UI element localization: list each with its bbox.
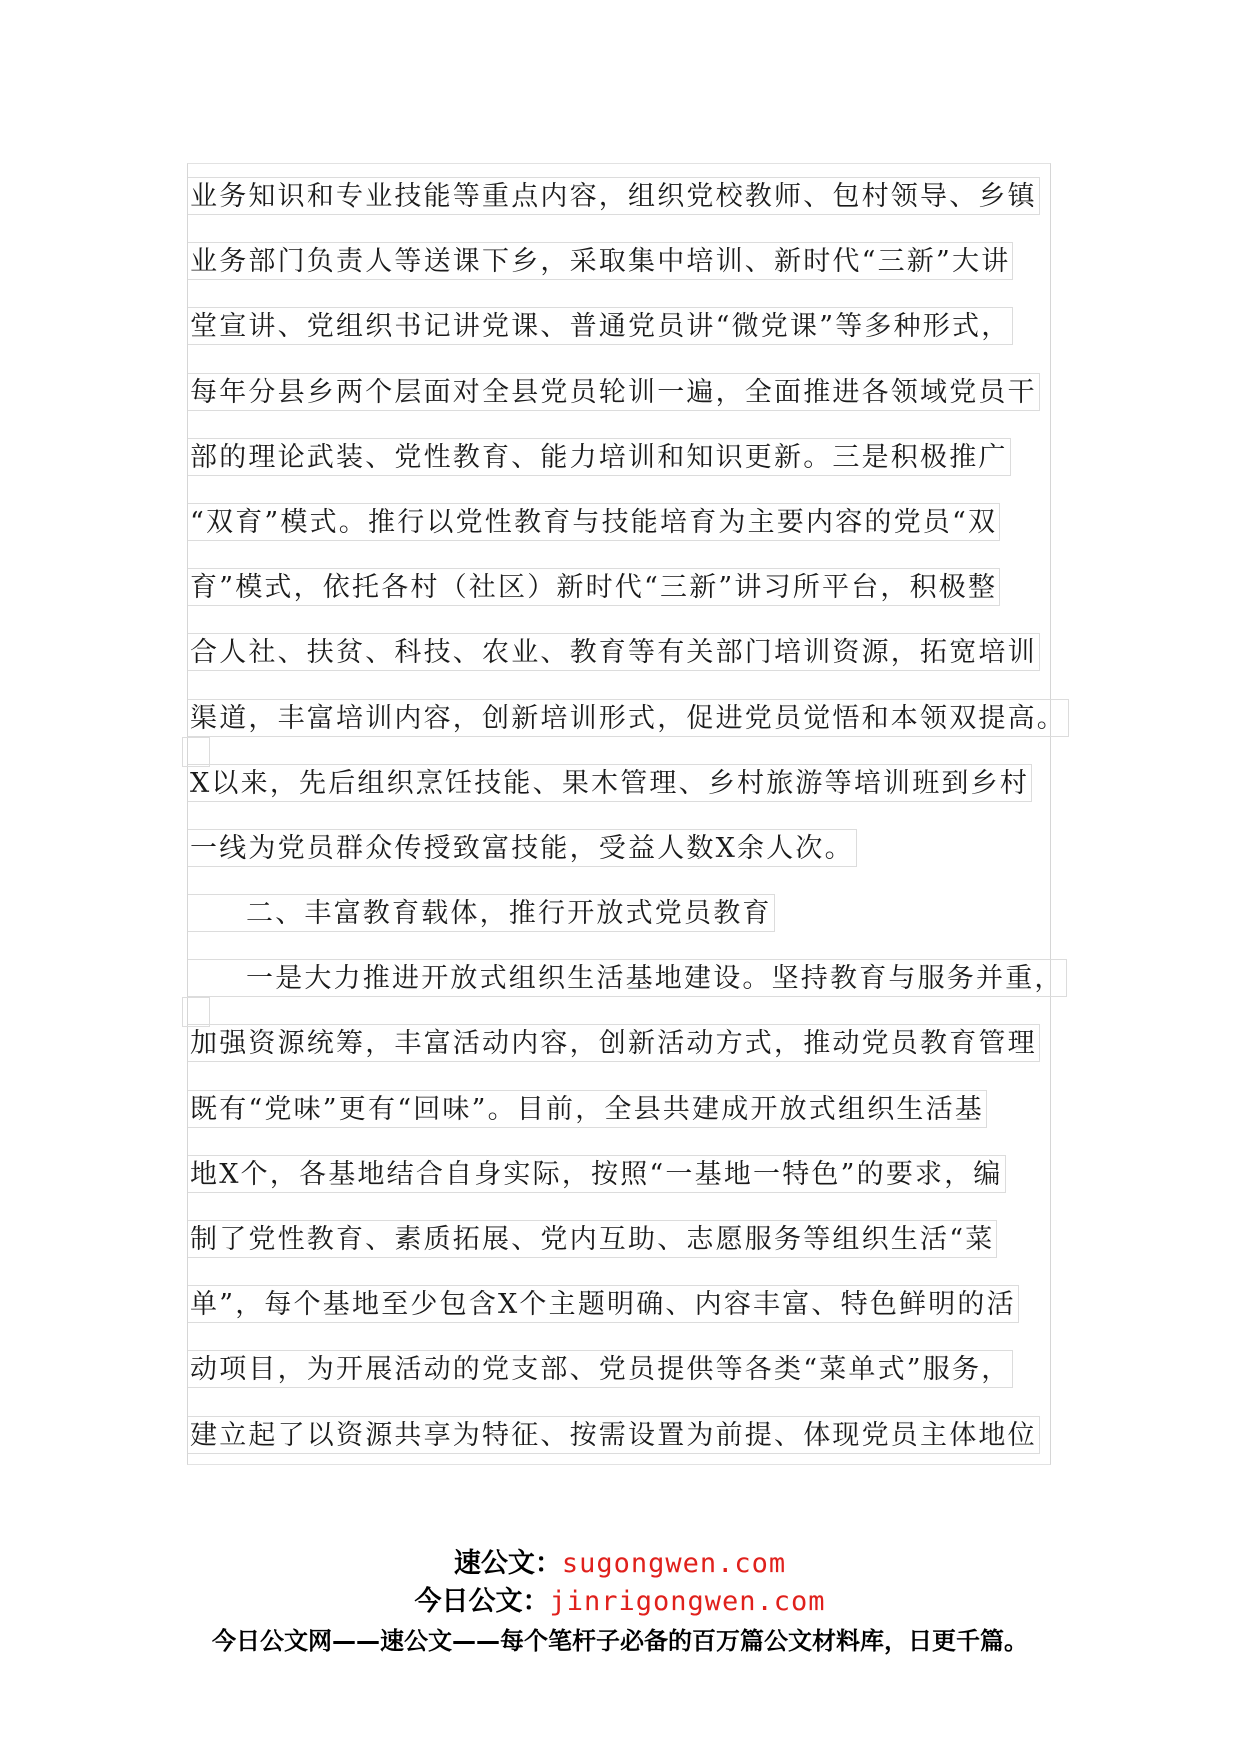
footer-label: 今日公文： [414, 1586, 550, 1617]
text-line [188, 1155, 1088, 1220]
text-line [188, 1285, 1088, 1350]
jinrigongwen-link[interactable]: jinrigongwen.com [549, 1586, 826, 1617]
footer-slogan: 今日公文网——速公文——每个笔杆子必备的百万篇公文材料库，日更千篇。 [212, 1627, 1028, 1655]
line-text: 加强资源统筹，丰富活动内容，创新活动方式，推动党员教育管理 [188, 1024, 1040, 1062]
text-line [188, 764, 1088, 829]
text-line [188, 633, 1088, 698]
line-text: 渠道，丰富培训内容，创新培训形式，促进党员觉悟和本领双提高。 [188, 699, 1069, 737]
line-text: X以来，先后组织烹饪技能、果木管理、乡村旅游等培训班到乡村 [188, 764, 1032, 802]
text-line [188, 503, 1088, 568]
text-line [188, 242, 1088, 307]
line-text: “双育”模式。推行以党性教育与技能培育为主要内容的党员“双 [188, 503, 1000, 541]
overflow-marker [182, 997, 210, 1027]
line-text: 业务部门负责人等送课下乡，采取集中培训、新时代“三新”大讲 [188, 242, 1013, 280]
line-text: 业务知识和专业技能等重点内容，组织党校教师、包村领导、乡镇 [188, 177, 1040, 215]
line-text: 既有“党味”更有“回味”。目前，全县共建成开放式组织生活基 [188, 1090, 987, 1128]
line-text: 每年分县乡两个层面对全县党员轮训一遍，全面推进各领域党员干 [188, 373, 1040, 411]
line-text: 地X个，各基地结合自身实际，按照“一基地一特色”的要求，编 [188, 1155, 1006, 1193]
text-line [188, 1416, 1088, 1481]
line-text: 堂宣讲、党组织书记讲党课、普通党员讲“微党课”等多种形式， [188, 307, 1013, 345]
footer-sugongwen [0, 1541, 1240, 1580]
text-line [188, 438, 1088, 503]
line-text: 单”，每个基地至少包含X个主题明确、内容丰富、特色鲜明的活 [188, 1285, 1019, 1323]
line-text: 建立起了以资源共享为特征、按需设置为前提、体现党员主体地位 [188, 1416, 1040, 1454]
text-line [188, 568, 1088, 633]
line-text: 育”模式，依托各村（社区）新时代“三新”讲习所平台，积极整 [188, 568, 1000, 606]
text-line [188, 1350, 1088, 1415]
text-line [188, 307, 1088, 372]
line-text: 部的理论武装、党性教育、能力培训和知识更新。三是积极推广 [188, 438, 1011, 476]
section-heading-line [188, 894, 1088, 959]
line-text: 合人社、扶贫、科技、农业、教育等有关部门培训资源，拓宽培训 [188, 633, 1040, 671]
overflow-marker [182, 737, 210, 767]
text-line [188, 1220, 1088, 1285]
sugongwen-link[interactable]: sugongwen.com [561, 1548, 787, 1579]
text-line [188, 177, 1088, 242]
line-text: 一线为党员群众传授致富技能，受益人数X余人次。 [188, 829, 857, 867]
text-line [188, 1090, 1088, 1155]
line-text: 动项目，为开展活动的党支部、党员提供等各类“菜单式”服务， [188, 1350, 1013, 1388]
text-line [188, 1024, 1088, 1089]
document-body [188, 177, 1088, 1481]
text-line [188, 373, 1088, 438]
section-heading: 二、丰富教育载体，推行开放式党员教育 [188, 894, 775, 932]
footer-label: 速公文： [453, 1548, 562, 1579]
text-line [188, 959, 1088, 1024]
line-text: 制了党性教育、素质拓展、党内互助、志愿服务等组织生活“菜 [188, 1220, 997, 1258]
text-line [188, 829, 1088, 894]
line-text: 一是大力推进开放式组织生活基地建设。坚持教育与服务并重， [188, 959, 1067, 997]
footer-jinrigongwen [0, 1579, 1240, 1618]
text-line [188, 699, 1088, 764]
